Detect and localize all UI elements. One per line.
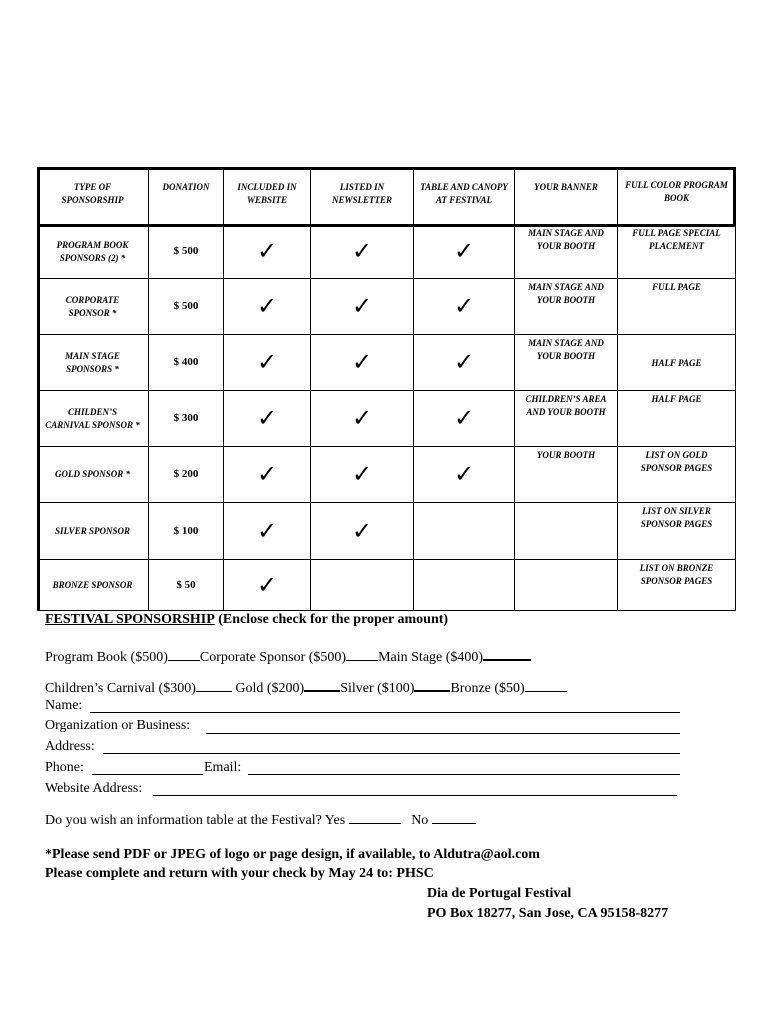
check-icon: ✓ bbox=[351, 460, 373, 488]
row-4-newsletter-cell bbox=[311, 391, 414, 447]
table-border-top bbox=[37, 167, 736, 170]
option-bronze: Bronze ($50) bbox=[450, 681, 525, 696]
row-2-table-canopy-cell bbox=[414, 279, 515, 335]
header-banner-cell: YOUR BANNER bbox=[515, 167, 618, 225]
row-6-newsletter-cell bbox=[311, 503, 414, 560]
row-7-program-book-cell: LIST ON BRONZE SPONSOR PAGES bbox=[618, 560, 736, 611]
check-icon: ✓ bbox=[256, 460, 278, 488]
row-6-program-book-cell: LIST ON SILVER SPONSOR PAGES bbox=[618, 503, 736, 560]
blank-main-stage[interactable] bbox=[483, 647, 531, 661]
sponsorship-heading-line bbox=[45, 612, 448, 628]
sponsorship-table bbox=[37, 167, 736, 611]
pdf-note: *Please send PDF or JPEG of logo or page design, if available, to Aldutra@aol.com bbox=[45, 847, 540, 862]
table-border-right-header bbox=[733, 167, 736, 227]
row-2-newsletter-cell bbox=[311, 279, 414, 335]
table-header-divider bbox=[37, 224, 736, 227]
row-6-donation-cell: $ 100 bbox=[149, 503, 224, 560]
sponsor-options-row-2 bbox=[45, 678, 567, 697]
row-7-newsletter-cell bbox=[311, 560, 414, 611]
row-7-table-canopy-cell bbox=[414, 560, 515, 611]
row-2-website-cell bbox=[224, 279, 311, 335]
name-label: Name: bbox=[45, 698, 83, 713]
phone-field[interactable] bbox=[92, 774, 203, 775]
row-5-donation-cell: $ 200 bbox=[149, 447, 224, 503]
header-type-cell: TYPE OF SPONSORSHIP bbox=[37, 167, 149, 225]
row-6-table-canopy-cell bbox=[414, 503, 515, 560]
row-4-type-cell: CHILDEN’S CARNIVAL SPONSOR * bbox=[37, 391, 149, 447]
row-1-newsletter-cell bbox=[311, 225, 414, 279]
blank-program-book[interactable] bbox=[168, 648, 200, 661]
check-icon: ✓ bbox=[351, 516, 373, 545]
row-4-program-book-cell: HALF PAGE bbox=[618, 391, 736, 447]
website-label: Website Address: bbox=[45, 781, 143, 796]
website-field[interactable] bbox=[153, 795, 677, 796]
row-2-banner-cell: MAIN STAGE AND YOUR BOOTH bbox=[515, 279, 618, 335]
check-icon: ✓ bbox=[351, 237, 373, 265]
row-2-donation-cell: $ 500 bbox=[149, 279, 224, 335]
row-3-website-cell bbox=[224, 335, 311, 391]
address-label: Address: bbox=[45, 739, 95, 754]
row-7-banner-cell bbox=[515, 560, 618, 611]
row-3-donation-cell: $ 400 bbox=[149, 335, 224, 391]
row-5-website-cell bbox=[224, 447, 311, 503]
row-4-banner-cell: CHILDREN’S AREA AND YOUR BOOTH bbox=[515, 391, 618, 447]
row-3-newsletter-cell bbox=[311, 335, 414, 391]
row-5-table-canopy-cell bbox=[414, 447, 515, 503]
no-blank[interactable] bbox=[432, 811, 476, 824]
row-5-program-book-cell: LIST ON GOLD SPONSOR PAGES bbox=[618, 447, 736, 503]
row-4-website-cell bbox=[224, 391, 311, 447]
table-border-left bbox=[37, 167, 40, 611]
row-7-type-cell: BRONZE SPONSOR bbox=[37, 560, 149, 611]
row-3-program-book-cell: HALF PAGE bbox=[618, 335, 736, 391]
check-icon: ✓ bbox=[453, 237, 475, 265]
mailing-address-line-1: Dia de Portugal Festival bbox=[427, 886, 572, 901]
header-newsletter-cell: LISTED IN NEWSLETTER bbox=[311, 167, 414, 225]
row-6-type-cell: SILVER SPONSOR bbox=[37, 503, 149, 560]
check-icon: ✓ bbox=[351, 292, 373, 320]
option-program-book: Program Book ($500) bbox=[45, 650, 168, 665]
option-childrens: Children’s Carnival ($300) bbox=[45, 681, 196, 696]
option-main-stage: Main Stage ($400) bbox=[378, 650, 484, 665]
sponsorship-heading: FESTIVAL SPONSORSHIP bbox=[45, 612, 215, 627]
name-field[interactable] bbox=[90, 712, 680, 713]
check-icon: ✓ bbox=[453, 348, 475, 376]
info-table-question bbox=[45, 811, 476, 829]
row-7-website-cell bbox=[224, 560, 311, 611]
check-icon: ✓ bbox=[256, 237, 278, 265]
check-icon: ✓ bbox=[453, 292, 475, 320]
blank-childrens[interactable] bbox=[196, 679, 232, 692]
check-icon: ✓ bbox=[453, 460, 475, 488]
return-note: Please complete and return with your check by May 24 to: PHSC bbox=[45, 866, 434, 881]
check-icon: ✓ bbox=[256, 570, 278, 599]
organization-field[interactable] bbox=[206, 733, 680, 734]
yes-blank[interactable] bbox=[349, 811, 401, 824]
option-corporate: Corporate Sponsor ($500) bbox=[199, 650, 347, 665]
no-label: No bbox=[411, 813, 429, 828]
row-5-banner-cell: YOUR BOOTH bbox=[515, 447, 618, 503]
check-icon: ✓ bbox=[351, 404, 373, 432]
row-1-banner-cell: MAIN STAGE AND YOUR BOOTH bbox=[515, 225, 618, 279]
row-6-banner-cell bbox=[515, 503, 618, 560]
row-3-table-canopy-cell bbox=[414, 335, 515, 391]
row-1-table-canopy-cell bbox=[414, 225, 515, 279]
address-field[interactable] bbox=[103, 753, 680, 754]
option-gold: Gold ($200) bbox=[235, 681, 305, 696]
row-3-banner-cell: MAIN STAGE AND YOUR BOOTH bbox=[515, 335, 618, 391]
blank-silver[interactable] bbox=[414, 678, 450, 692]
row-5-type-cell: GOLD SPONSOR * bbox=[37, 447, 149, 503]
row-1-type-cell: PROGRAM BOOK SPONSORS (2) * bbox=[37, 225, 149, 279]
check-icon: ✓ bbox=[351, 348, 373, 376]
info-table-question-text: Do you wish an information table at the Festival? Yes bbox=[45, 813, 346, 828]
option-silver: Silver ($100) bbox=[340, 681, 415, 696]
row-4-donation-cell: $ 300 bbox=[149, 391, 224, 447]
mailing-address-line-2: PO Box 18277, San Jose, CA 95158-8277 bbox=[427, 906, 669, 921]
header-program-book-cell: FULL COLOR PROGRAM BOOK bbox=[618, 167, 736, 225]
blank-bronze[interactable] bbox=[525, 679, 567, 692]
header-table-canopy-cell: TABLE AND CANOPY AT FESTIVAL bbox=[414, 167, 515, 225]
organization-label: Organization or Business: bbox=[45, 718, 191, 733]
phone-label: Phone: bbox=[45, 760, 84, 775]
row-7-donation-cell: $ 50 bbox=[149, 560, 224, 611]
row-6-website-cell bbox=[224, 503, 311, 560]
check-icon: ✓ bbox=[256, 292, 278, 320]
header-donation-cell: DONATION bbox=[149, 167, 224, 225]
check-icon: ✓ bbox=[256, 348, 278, 376]
row-1-website-cell bbox=[224, 225, 311, 279]
row-2-type-cell: CORPORATE SPONSOR * bbox=[37, 279, 149, 335]
check-icon: ✓ bbox=[256, 404, 278, 432]
row-4-table-canopy-cell bbox=[414, 391, 515, 447]
header-website-cell: INCLUDED IN WEBSITE bbox=[224, 167, 311, 225]
row-3-type-cell: MAIN STAGE SPONSORS * bbox=[37, 335, 149, 391]
row-2-program-book-cell: FULL PAGE bbox=[618, 279, 736, 335]
email-label: Email: bbox=[204, 760, 242, 775]
blank-gold[interactable] bbox=[304, 678, 340, 692]
sponsorship-heading-note: (Enclose check for the proper amount) bbox=[218, 612, 449, 627]
email-field[interactable] bbox=[248, 774, 680, 775]
check-icon: ✓ bbox=[453, 404, 475, 432]
blank-corporate[interactable] bbox=[346, 648, 378, 661]
sponsor-options-row-1 bbox=[45, 647, 531, 666]
row-5-newsletter-cell bbox=[311, 447, 414, 503]
row-1-donation-cell: $ 500 bbox=[149, 225, 224, 279]
check-icon: ✓ bbox=[256, 516, 278, 545]
row-1-program-book-cell: FULL PAGE SPECIAL PLACEMENT bbox=[618, 225, 736, 279]
